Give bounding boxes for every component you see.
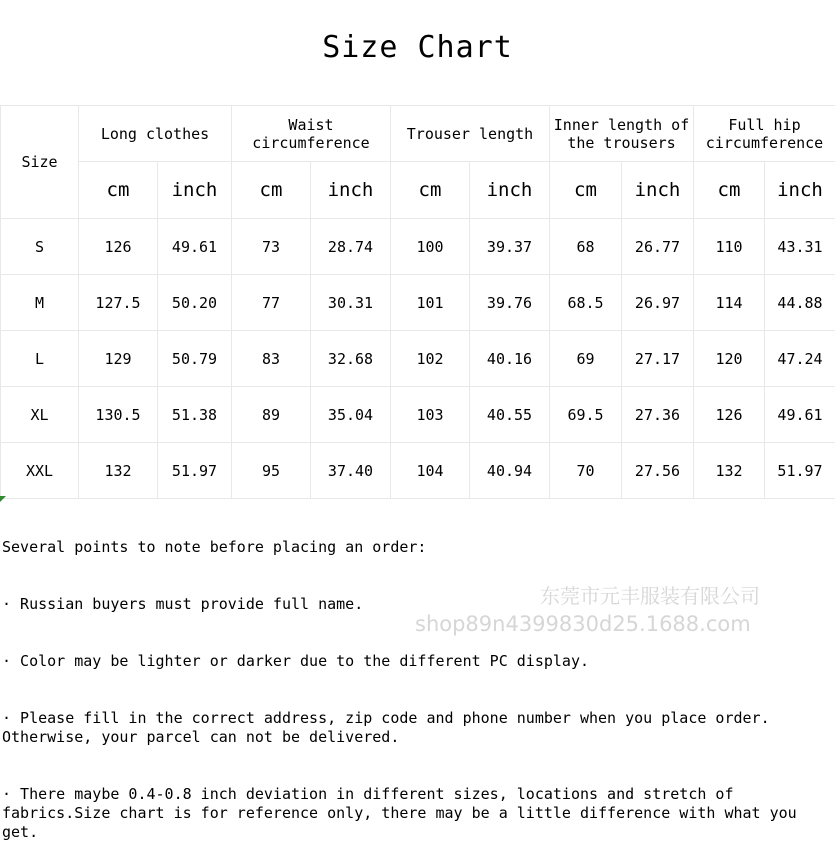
page-title: Size Chart <box>0 30 835 65</box>
unit-header: cm <box>232 162 311 219</box>
cm-value-cell: 132 <box>694 443 765 499</box>
inch-value-cell: 27.17 <box>622 331 694 387</box>
unit-header: cm <box>79 162 158 219</box>
cm-value-cell: 95 <box>232 443 311 499</box>
inch-value-cell: 39.37 <box>470 219 550 275</box>
cm-value-cell: 68 <box>550 219 622 275</box>
size-label-cell: XXL <box>1 443 79 499</box>
header-row-units <box>1 162 835 219</box>
unit-header: cm <box>694 162 765 219</box>
cm-value-cell: 89 <box>232 387 311 443</box>
unit-header: inch <box>311 162 391 219</box>
unit-header: inch <box>158 162 232 219</box>
cm-value-cell: 101 <box>391 275 470 331</box>
inch-value-cell: 44.88 <box>765 275 835 331</box>
cm-value-cell: 126 <box>79 219 158 275</box>
cm-value-cell: 70 <box>550 443 622 499</box>
inch-value-cell: 40.16 <box>470 331 550 387</box>
size-table <box>0 105 835 499</box>
cm-value-cell: 103 <box>391 387 470 443</box>
unit-header: inch <box>470 162 550 219</box>
table-row <box>1 219 835 275</box>
cm-value-cell: 104 <box>391 443 470 499</box>
notes-heading: Several points to note before placing an order: <box>2 538 832 557</box>
cm-value-cell: 100 <box>391 219 470 275</box>
unit-header: cm <box>391 162 470 219</box>
size-column-header: Size <box>1 106 79 219</box>
cm-value-cell: 73 <box>232 219 311 275</box>
size-label-cell: S <box>1 219 79 275</box>
inch-value-cell: 27.36 <box>622 387 694 443</box>
note-item: · Color may be lighter or darker due to the different PC display. <box>2 652 832 671</box>
inch-value-cell: 43.31 <box>765 219 835 275</box>
cm-value-cell: 120 <box>694 331 765 387</box>
group-header-long-clothes: Long clothes <box>79 106 232 162</box>
cm-value-cell: 132 <box>79 443 158 499</box>
inch-value-cell: 40.94 <box>470 443 550 499</box>
cm-value-cell: 68.5 <box>550 275 622 331</box>
watermark-shop-url: shop89n4399830d25.1688.com <box>415 612 751 636</box>
note-item: · Russian buyers must provide full name. <box>2 595 832 614</box>
inch-value-cell: 26.97 <box>622 275 694 331</box>
cm-value-cell: 130.5 <box>79 387 158 443</box>
group-header-inner-length: Inner length of the trousers <box>550 106 694 162</box>
inch-value-cell: 51.97 <box>765 443 835 499</box>
unit-header: cm <box>550 162 622 219</box>
unit-header: inch <box>622 162 694 219</box>
inch-value-cell: 26.77 <box>622 219 694 275</box>
inch-value-cell: 50.20 <box>158 275 232 331</box>
inch-value-cell: 35.04 <box>311 387 391 443</box>
cm-value-cell: 69.5 <box>550 387 622 443</box>
group-header-waist: Waist circumference <box>232 106 391 162</box>
cm-value-cell: 83 <box>232 331 311 387</box>
group-header-trouser-length: Trouser length <box>391 106 550 162</box>
cm-value-cell: 77 <box>232 275 311 331</box>
inch-value-cell: 51.97 <box>158 443 232 499</box>
inch-value-cell: 39.76 <box>470 275 550 331</box>
inch-value-cell: 32.68 <box>311 331 391 387</box>
inch-value-cell: 37.40 <box>311 443 391 499</box>
cm-value-cell: 129 <box>79 331 158 387</box>
note-item: · Please fill in the correct address, zip code and phone number when you place order. Otherwise, your parcel can not be delivered. <box>2 709 832 747</box>
cm-value-cell: 126 <box>694 387 765 443</box>
inch-value-cell: 30.31 <box>311 275 391 331</box>
cm-value-cell: 127.5 <box>79 275 158 331</box>
unit-header: inch <box>765 162 835 219</box>
cm-value-cell: 69 <box>550 331 622 387</box>
inch-value-cell: 49.61 <box>158 219 232 275</box>
table-row <box>1 275 835 331</box>
note-item: · There maybe 0.4-0.8 inch deviation in different sizes, locations and stretch of fabrics.Size chart is for reference only, there may be a little difference with what you get. <box>2 785 832 842</box>
table-row <box>1 387 835 443</box>
inch-value-cell: 28.74 <box>311 219 391 275</box>
cm-value-cell: 114 <box>694 275 765 331</box>
size-label-cell: L <box>1 331 79 387</box>
group-header-full-hip: Full hip circumference <box>694 106 835 162</box>
table-row <box>1 331 835 387</box>
cm-value-cell: 110 <box>694 219 765 275</box>
size-label-cell: M <box>1 275 79 331</box>
table-body <box>1 219 835 499</box>
size-label-cell: XL <box>1 387 79 443</box>
inch-value-cell: 50.79 <box>158 331 232 387</box>
table-row <box>1 443 835 499</box>
inch-value-cell: 40.55 <box>470 387 550 443</box>
inch-value-cell: 27.56 <box>622 443 694 499</box>
inch-value-cell: 51.38 <box>158 387 232 443</box>
header-row-groups <box>1 106 835 162</box>
inch-value-cell: 47.24 <box>765 331 835 387</box>
cm-value-cell: 102 <box>391 331 470 387</box>
inch-value-cell: 49.61 <box>765 387 835 443</box>
watermark-company: 东莞市元丰服装有限公司 <box>540 580 760 609</box>
order-notes <box>2 500 832 861</box>
